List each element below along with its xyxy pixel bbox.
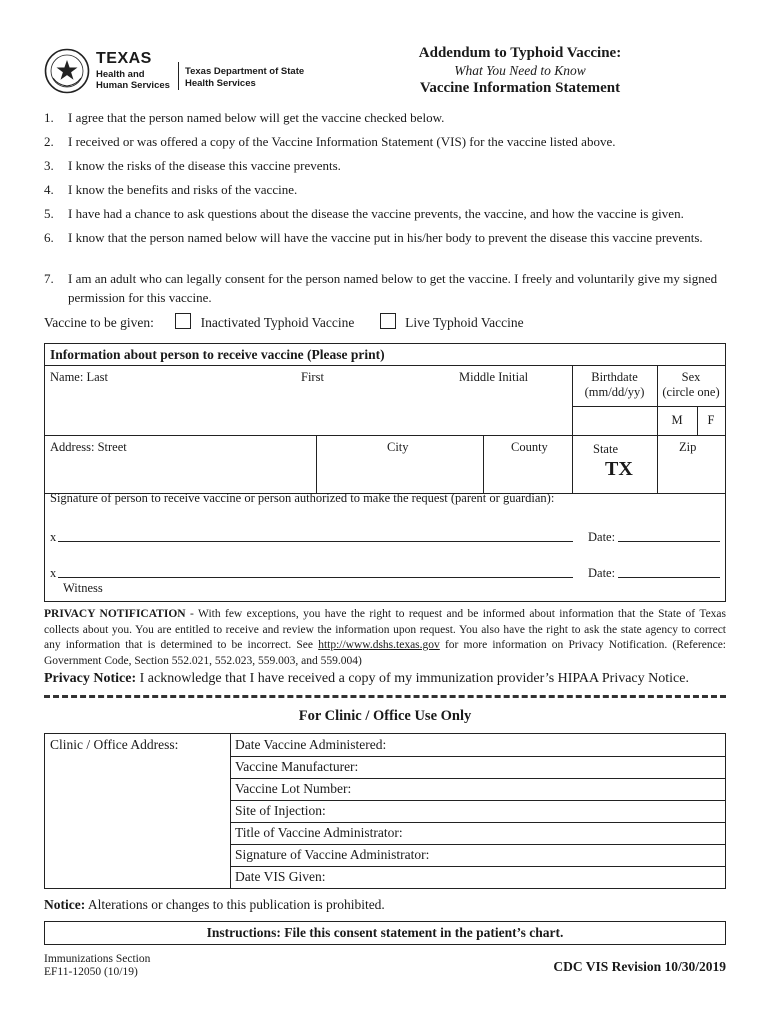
patient-signature-line[interactable]: [58, 541, 573, 542]
patient-info-table: [44, 343, 726, 602]
cut-line-divider: [44, 695, 726, 698]
date-label: Date:: [588, 530, 616, 544]
hipaa-notice: [44, 670, 734, 688]
name-last-label: Name: Last: [50, 370, 108, 384]
clinic-table: [44, 733, 726, 889]
birthdate-format: (mm/dd/yy): [584, 385, 645, 399]
privacy-body-start: - With few exceptions, you have the right to request and be informed about information that the State of Texas collects about you. You are entitled to receive and review the information upon request. You also have the right to ask the state agency to correct any information that is determined to be incorrect. See: [44, 608, 726, 651]
witness-label: Witness: [63, 581, 103, 595]
statement-number: 4.: [44, 182, 54, 197]
table-rule: [230, 822, 725, 823]
document-title: Addendum to Typhoid Vaccine:: [418, 45, 622, 61]
statement-text: I know the risks of the disease this vaccine prevents.: [68, 158, 341, 173]
statement-item: [44, 180, 724, 199]
statement-number: 6.: [44, 230, 54, 245]
privacy-heading: PRIVACY NOTIFICATION: [44, 608, 186, 620]
table-rule: [230, 866, 725, 867]
county-label: County: [511, 440, 548, 454]
statement-number: 7.: [44, 271, 54, 286]
statement-number: 5.: [44, 206, 54, 221]
statement-text: I have had a chance to ask questions about the disease the vaccine prevents, the vaccine, and how the vaccine is given.: [68, 206, 684, 221]
info-table-heading: Information about person to receive vaccine (Please print): [50, 347, 385, 362]
logo-department: Texas Department of State Health Services: [185, 66, 305, 89]
statement-text: I know that the person named below will have the vaccine put in his/her body to prevent the disease this vaccine prevents.: [68, 230, 703, 245]
signature-date-line[interactable]: [618, 541, 720, 542]
sex-female-option[interactable]: F: [707, 413, 715, 427]
alteration-notice: [44, 896, 724, 914]
statement-text: I received or was offered a copy of the Vaccine Information Statement (VIS) for the vaccine listed above.: [68, 134, 616, 149]
statement-number: 3.: [44, 158, 54, 173]
document-subtitle: What You Need to Know: [454, 63, 586, 78]
vaccine-choice-row: [44, 313, 524, 333]
witness-date-line[interactable]: [618, 577, 720, 578]
birthdate-label: Birthdate: [591, 370, 638, 384]
signature-x-mark: x: [50, 530, 57, 544]
hipaa-notice-label: Privacy Notice:: [44, 671, 137, 686]
clinic-field-label: Vaccine Manufacturer:: [235, 759, 359, 774]
statement-item: [44, 204, 724, 223]
city-label: City: [387, 440, 409, 454]
document-title-block: [380, 44, 660, 97]
middle-initial-label: Middle Initial: [459, 370, 529, 384]
signature-label: Signature of person to receive vaccine or person authorized to make the request (parent or guardian):: [50, 491, 555, 505]
texas-seal-icon: [44, 48, 90, 94]
notice-label: Notice:: [44, 897, 86, 912]
notice-text: Alterations or changes to this publication is prohibited.: [85, 897, 385, 912]
clinic-field-label: Signature of Vaccine Administrator:: [235, 847, 430, 862]
statement-item: [44, 132, 724, 151]
footer-revision: CDC VIS Revision 10/30/2019: [553, 959, 726, 974]
clinic-address-label: Clinic / Office Address:: [50, 737, 179, 752]
witness-signature-line[interactable]: [58, 577, 573, 578]
clinic-heading: For Clinic / Office Use Only: [298, 708, 472, 724]
statement-text: I know the benefits and risks of the vaccine.: [68, 182, 298, 197]
privacy-notification: [44, 607, 726, 669]
live-checkbox[interactable]: [380, 313, 396, 329]
address-street-label: Address: Street: [50, 440, 127, 454]
texas-hhs-logo: [44, 48, 304, 94]
table-rule: [230, 844, 725, 845]
logo-divider: [178, 62, 179, 90]
statement-item: [44, 228, 724, 247]
name-first-label: First: [301, 370, 324, 384]
state-label: State: [593, 442, 618, 456]
state-value: TX: [605, 458, 633, 480]
witness-x-mark: x: [50, 566, 57, 580]
table-rule: [230, 778, 725, 779]
statement-number: 1.: [44, 110, 54, 125]
inactivated-checkbox[interactable]: [175, 313, 191, 329]
table-rule: [45, 435, 725, 436]
table-rule: [230, 756, 725, 757]
table-rule: [45, 365, 725, 366]
sex-male-option[interactable]: M: [671, 413, 683, 427]
statement-number: 2.: [44, 134, 54, 149]
clinic-field-label: Title of Vaccine Administrator:: [235, 825, 403, 840]
zip-label: Zip: [679, 440, 697, 454]
footer-section: [44, 953, 150, 979]
sex-label: Sex: [681, 370, 701, 384]
hipaa-notice-text: I acknowledge that I have received a copy of my immunization provider’s HIPAA Privacy Notice.: [136, 671, 689, 686]
statement-item: [44, 108, 724, 127]
table-rule: [316, 435, 317, 493]
statement-text: I agree that the person named below will get the vaccine checked below.: [68, 110, 445, 125]
table-rule: [483, 435, 484, 493]
statement-item: [44, 269, 724, 307]
inactivated-option-label: Inactivated Typhoid Vaccine: [200, 315, 355, 330]
sex-note: (circle one): [662, 385, 720, 399]
table-rule: [657, 435, 658, 493]
date-label: Date:: [588, 566, 616, 580]
footer-section-name: Immunizations Section: [44, 953, 151, 965]
clinic-field-label: Date Vaccine Administered:: [235, 737, 387, 752]
table-rule: [572, 406, 725, 407]
clinic-field-label: Vaccine Lot Number:: [235, 781, 352, 796]
logo-wordmark: TEXAS: [96, 50, 152, 67]
live-option-label: Live Typhoid Vaccine: [405, 315, 524, 330]
clinic-field-label: Date VIS Given:: [235, 869, 326, 884]
statement-item: [44, 156, 724, 175]
table-rule: [230, 734, 231, 888]
statement-text: I am an adult who can legally consent for the person named below to get the vaccine. I freely and voluntarily give my signed permission for this vaccine.: [68, 271, 718, 305]
form-name: Vaccine Information Statement: [419, 80, 621, 96]
privacy-body-end: for more information on Privacy Notification. (Reference: Government Code, Section 552.021, 552.023, 559.003, and 559.004): [44, 639, 726, 667]
clinic-field-label: Site of Injection:: [235, 803, 326, 818]
table-rule: [230, 800, 725, 801]
vaccine-choice-label: Vaccine to be given:: [44, 315, 154, 330]
instructions-box: Instructions: File this consent statement in the patient’s chart.: [44, 921, 726, 945]
logo-agency: Health and Human Services: [96, 69, 170, 91]
dshs-website-link[interactable]: http://www.dshs.texas.gov: [318, 639, 440, 651]
footer-form-id: EF11-12050 (10/19): [44, 966, 138, 978]
